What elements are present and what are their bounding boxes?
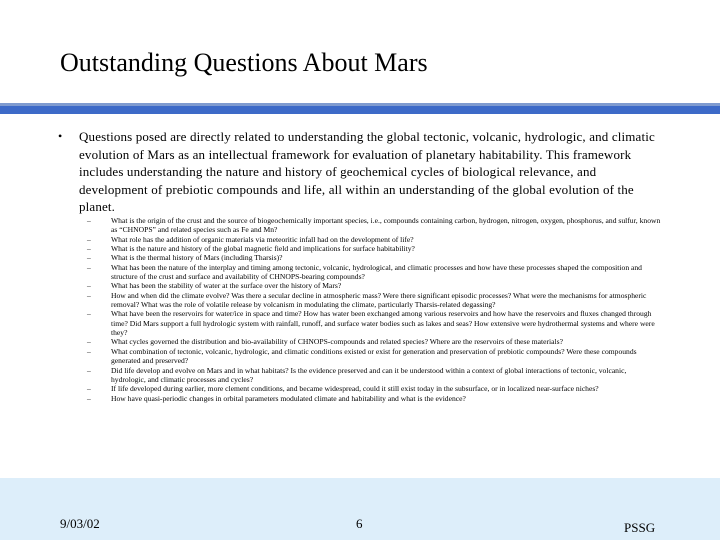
main-bullet-block	[58, 128, 660, 216]
dash-bullet: –	[87, 281, 91, 291]
dash-bullet: –	[87, 234, 91, 244]
list-item	[87, 244, 662, 253]
sub-question-list	[87, 216, 662, 403]
page-number: 6	[356, 516, 363, 531]
dash-bullet: –	[87, 365, 91, 375]
dash-bullet: –	[87, 337, 91, 347]
sub-question-text: How have quasi-periodic changes in orbital parameters modulated climate and habitability and what is the evidence?	[111, 393, 466, 403]
sub-question-text: How and when did the climate evolve? Was there a secular decline in atmospheric mass? Were there significant episodic processes? What were the mechanisms for atmospheric removal? What was the role of volatile release by volcanism in modulating the climate, particularly Tharsis-related degassing?	[111, 290, 647, 310]
sub-question-text: What has been the stability of water at the surface over the history of Mars?	[111, 281, 342, 291]
list-item	[87, 384, 662, 393]
footer-date: 9/03/02	[60, 516, 100, 531]
sub-question-text: What role has the addition of organic materials via meteoritic infall had on the development of life?	[111, 234, 414, 244]
list-item	[87, 309, 662, 337]
dash-bullet: –	[87, 262, 91, 272]
sub-question-text: What cycles governed the distribution and bio-availability of CHNOPS-compounds and related species? Where are the reservoirs of these materials?	[111, 337, 563, 347]
dash-bullet: –	[87, 253, 91, 263]
list-item	[87, 216, 662, 235]
main-paragraph: Questions posed are directly related to understanding the global tectonic, volcanic, hydrologic, and climatic evolution of Mars as an intellectual framework for evaluation of planetary habitability. This framework includes understanding the nature and history of geochemical cycles of biological relevance, and development of prebiotic compounds and life, all within an understanding of the global evolution of the planet.	[79, 129, 655, 215]
sub-question-text: What combination of tectonic, volcanic, hydrologic, and climatic conditions existed or exist for generation and preservation of prebiotic compounds? Were these compounds generated and preserved?	[111, 346, 637, 366]
sub-question-text: What has been the nature of the interplay and timing among tectonic, volcanic, hydrological, and climatic processes and how have these processes shaped the composition and structure of the crust and surface and availability of CHNOPS-bearing compounds?	[111, 262, 642, 282]
sub-question-text: What is the thermal history of Mars (including Tharsis)?	[111, 253, 283, 263]
list-item	[87, 347, 662, 366]
list-item	[87, 394, 662, 403]
sub-question-text: What is the nature and history of the global magnetic field and implications for surface habitability?	[111, 244, 415, 254]
list-item	[87, 366, 662, 385]
sub-question-text: What have been the reservoirs for water/ice in space and time? How has water been exchanged among various reservoirs and how have the reservoirs and fluxes changed through time? Did Mars support a full hydrologic system with rainfall, runoff, and surface water bodies such as lakes and seas? How extensive were hydrothermal systems and where were they?	[111, 309, 655, 338]
dash-bullet: –	[87, 244, 91, 254]
dash-bullet: –	[87, 290, 91, 300]
title-rule-dark	[0, 106, 720, 114]
list-item	[87, 253, 662, 262]
list-item	[87, 281, 662, 290]
dash-bullet: –	[87, 346, 91, 356]
sub-question-text: Did life develop and evolve on Mars and in what habitats? Is the evidence preserved and can it be understood within a context of global interactions of tectonic, volcanic, hydrologic, and climatic processes and cycles?	[111, 365, 627, 384]
bullet-icon: •	[58, 129, 63, 143]
list-item	[87, 337, 662, 346]
sub-question-text: What is the origin of the crust and the source of biogeochemically important species, i.e., compounds containing carbon, hydrogen, nitrogen, oxygen, phosphorus, and sulfur, known as “CHNOPS” and related species such as Fe and Mn?	[111, 216, 661, 235]
slide-title: Outstanding Questions About Mars	[60, 48, 428, 77]
list-item	[87, 263, 662, 282]
list-item	[87, 235, 662, 244]
dash-bullet: –	[87, 216, 91, 225]
footer-org: PSSG	[624, 520, 656, 535]
dash-bullet: –	[87, 309, 91, 319]
dash-bullet: –	[87, 384, 91, 394]
sub-question-text: If life developed during earlier, more clement conditions, and became widespread, could it still exist today in the subsurface, or in localized near-surface niches?	[111, 384, 599, 394]
list-item	[87, 291, 662, 310]
dash-bullet: –	[87, 393, 91, 403]
